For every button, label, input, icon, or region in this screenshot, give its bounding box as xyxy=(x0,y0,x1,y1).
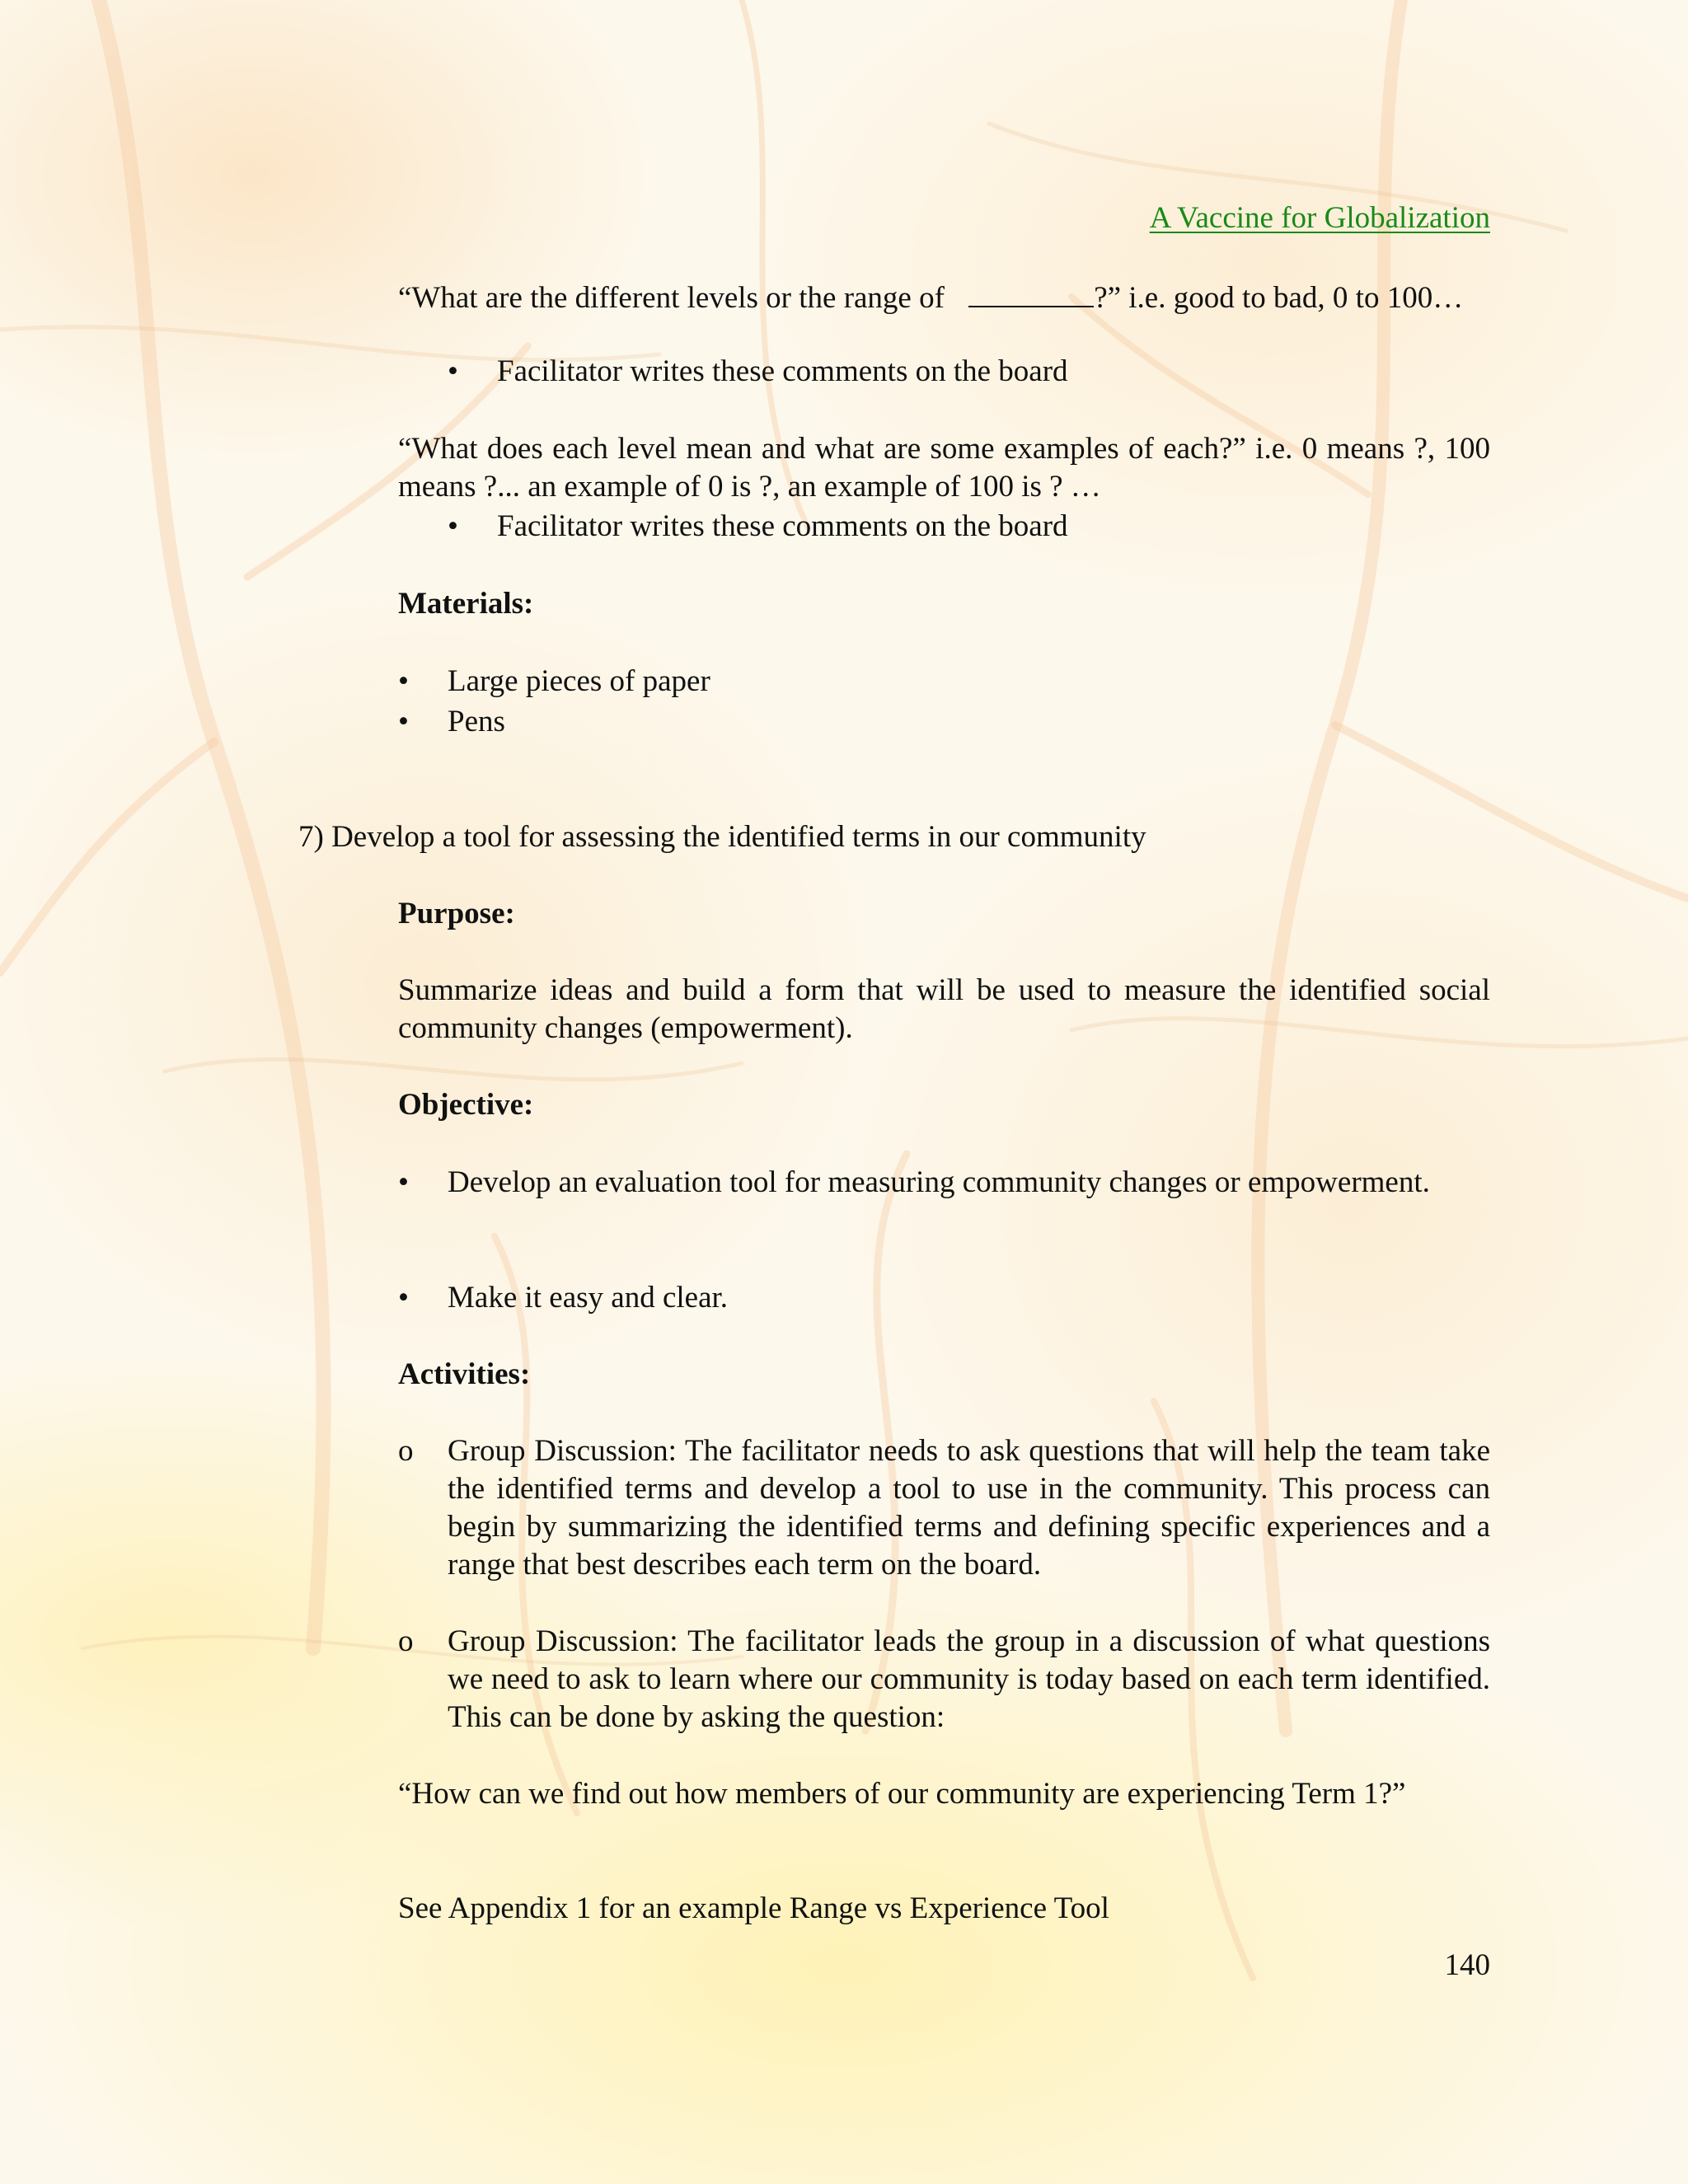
purpose-heading: Purpose: xyxy=(398,897,515,930)
list-item xyxy=(448,508,1490,546)
bullet-icon: • xyxy=(398,705,409,738)
list-item-text: Large pieces of paper xyxy=(448,664,710,698)
list-item-text: Group Discussion: The facilitator leads the group in a discussion of what questions we need to ask to learn where our community is today based on each term identified. This can be done by asking the question: xyxy=(448,1624,1490,1734)
bullet-icon: • xyxy=(448,509,458,543)
list-item xyxy=(398,1164,1490,1202)
list-item xyxy=(398,1623,1490,1736)
list-item-text: Facilitator writes these comments on the board xyxy=(497,509,1068,543)
activities-heading: Activities: xyxy=(398,1357,531,1391)
bullet-icon: • xyxy=(398,1165,409,1199)
list-item xyxy=(398,663,1490,701)
list-item xyxy=(398,703,1490,741)
header-title-link[interactable]: A Vaccine for Globalization xyxy=(1149,201,1490,235)
list-item-text: Facilitator writes these comments on the board xyxy=(497,354,1068,388)
list-item-text: Develop an evaluation tool for measuring community changes or empowerment. xyxy=(448,1165,1430,1199)
appendix-note: See Appendix 1 for an example Range vs Experience Tool xyxy=(398,1891,1109,1925)
question-1-end: ?” i.e. good to bad, 0 to 100… xyxy=(1094,281,1464,315)
objective-heading: Objective: xyxy=(398,1088,534,1122)
bullet-icon: • xyxy=(398,664,409,698)
list-item-text: Make it easy and clear. xyxy=(448,1281,729,1315)
bullet-icon: • xyxy=(448,354,458,388)
hollow-bullet-icon: o xyxy=(398,1624,414,1658)
question-1-start: “What are the different levels or the range of xyxy=(398,281,953,315)
page-number: 140 xyxy=(1444,1948,1490,1982)
bullet-icon: • xyxy=(398,1281,409,1315)
list-item-text: Pens xyxy=(448,705,505,738)
section-heading: 7) Develop a tool for assessing the identified terms in our community xyxy=(298,820,1146,854)
list-item xyxy=(398,1279,1490,1317)
hollow-bullet-icon: o xyxy=(398,1434,414,1468)
list-item xyxy=(448,353,1490,391)
intro-question-1 xyxy=(398,276,1490,317)
list-item xyxy=(398,1432,1490,1584)
discussion-question: “How can we find out how members of our community are experiencing Term 1?” xyxy=(398,1777,1406,1811)
list-item-text: Group Discussion: The facilitator needs to ask questions that will help the team take the identified terms and develop a tool to use in the community. This process can begin by summarizing the identified terms and defining specific experiences and a range that best describes each term on the board. xyxy=(448,1434,1490,1582)
materials-heading: Materials: xyxy=(398,587,534,621)
intro-question-2: “What does each level mean and what are some examples of each?” i.e. 0 means ?, 100 means ?... an example of 0 is ?, an example of 100 is ? … xyxy=(398,432,1490,504)
purpose-text: Summarize ideas and build a form that will be used to measure the identified social community changes (empowerment). xyxy=(398,973,1490,1045)
fill-in-blank xyxy=(968,276,1094,307)
